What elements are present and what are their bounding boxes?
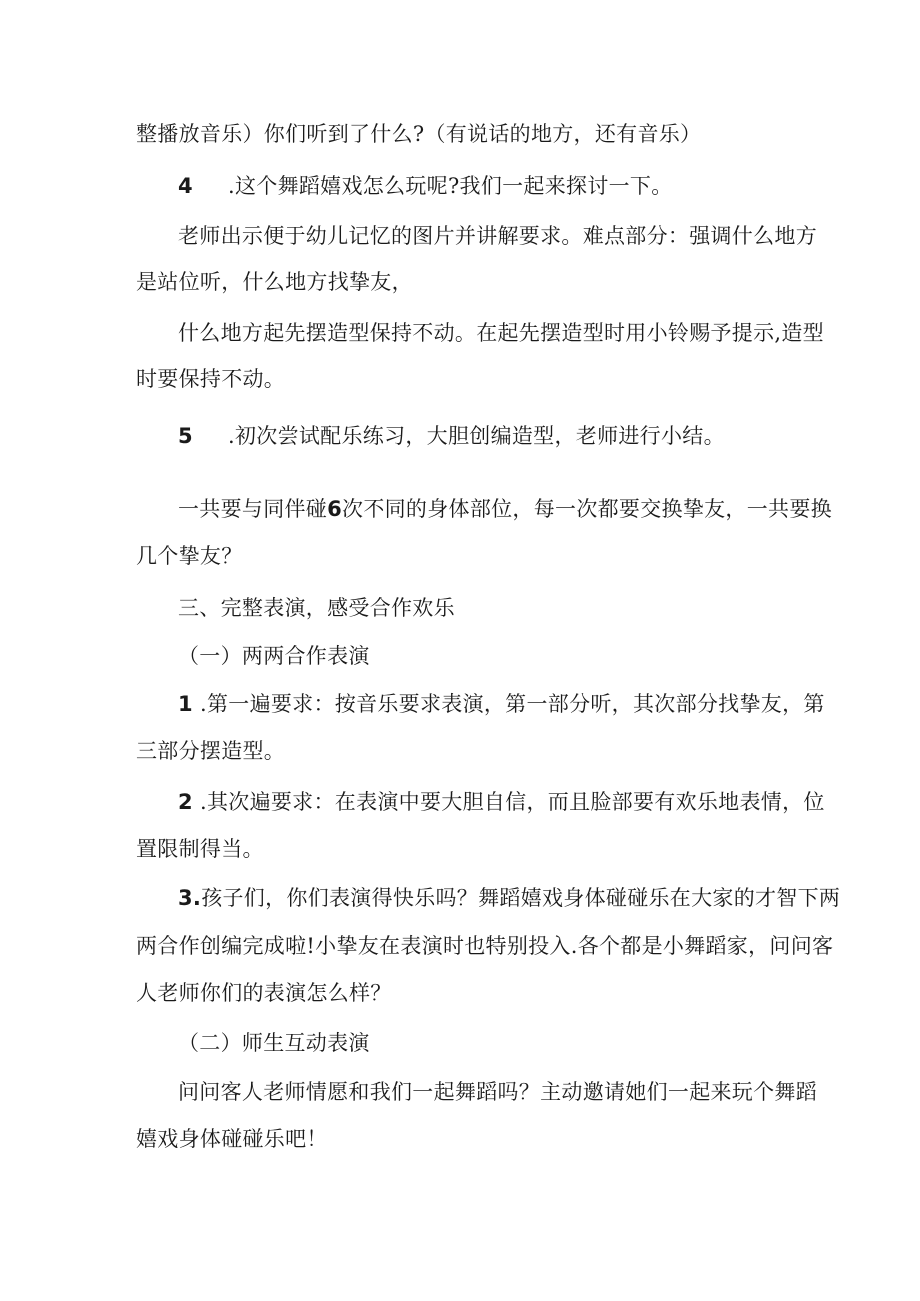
line-3: 老师出示便于幼儿记忆的图片并讲解要求。难点部分：强调什么地方: [178, 224, 817, 248]
line-6: 时要保持不动。: [136, 367, 286, 391]
line-8-number: 6: [327, 497, 343, 521]
step-number: 5: [178, 424, 193, 448]
subsection-heading-1: （一）两两合作表演: [178, 644, 370, 668]
step-text: .初次尝试配乐练习，大胆创编造型，老师进行小结。: [228, 424, 725, 448]
line-15: 置限制得当。: [136, 837, 264, 861]
line-4: 是站位听，什么地方找挚友，: [136, 270, 413, 294]
line-18: 人老师你们的表演怎么样？: [136, 981, 392, 1005]
line-21: 嬉戏身体碰碰乐吧！: [136, 1127, 328, 1151]
line-8-part-c: 次不同的身体部位，每一次都要交换挚友，一共要换: [342, 497, 832, 521]
req-number: 1: [178, 692, 193, 716]
req-3: [178, 884, 840, 912]
line-20: 问问客人老师情愿和我们一起舞蹈吗？主动邀请她们一起来玩个舞蹈: [178, 1080, 817, 1104]
step-number: 4: [178, 174, 193, 198]
subsection-heading-2: （二）师生互动表演: [178, 1031, 370, 1055]
req-1: [178, 690, 825, 718]
line-8: [178, 495, 832, 523]
line-1: 整播放音乐）你们听到了什么?（有说话的地方，还有音乐）: [136, 122, 702, 146]
req-number: 3.: [178, 886, 202, 910]
line-13: 三部分摆造型。: [136, 739, 286, 763]
line-5: 什么地方起先摆造型保持不动。在起先摆造型时用小铃赐予提示,造型: [178, 321, 824, 345]
step-4: [178, 172, 673, 200]
req-text: .第一遍要求：按音乐要求表演，第一部分听，其次部分找挚友，第: [200, 692, 825, 716]
section-heading-3: 三、完整表演，感受合作欢乐: [178, 596, 455, 620]
step-text: .这个舞蹈嬉戏怎么玩呢?我们一起来探讨一下。: [228, 174, 673, 198]
req-text: 孩子们，你们表演得快乐吗？舞蹈嬉戏身体碰碰乐在大家的才智下两: [201, 886, 841, 910]
line-9: 几个挚友？: [136, 544, 243, 568]
line-8-part-a: 一共要与同伴碰: [178, 497, 328, 521]
req-number: 2: [178, 790, 193, 814]
line-17: 两合作创编完成啦!小挚友在表演时也特别投入.各个都是小舞蹈家，问问客: [136, 934, 834, 958]
req-text: .其次遍要求：在表演中要大胆自信，而且脸部要有欢乐地表情，位: [200, 790, 825, 814]
step-5: [178, 422, 725, 450]
req-2: [178, 788, 825, 816]
